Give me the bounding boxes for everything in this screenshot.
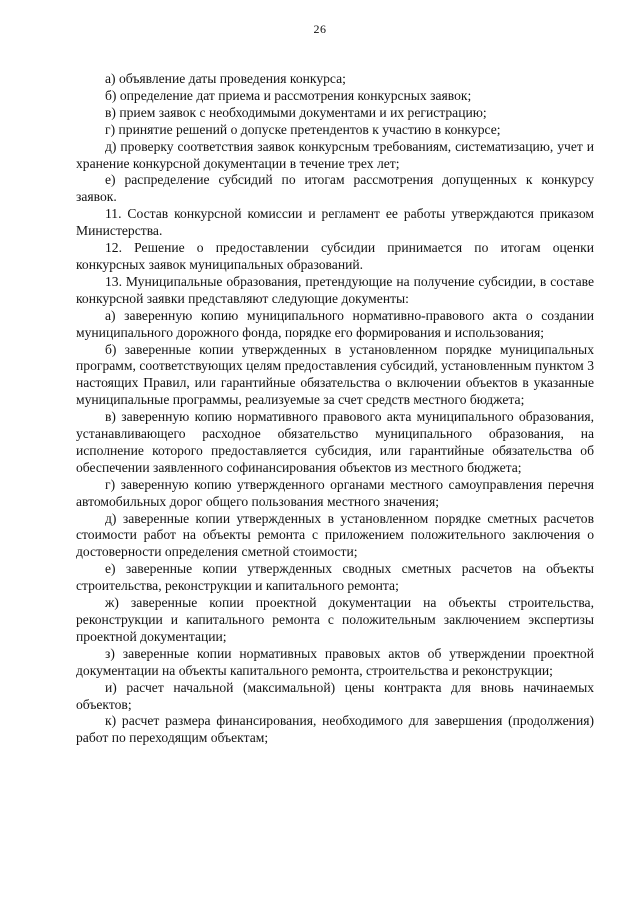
paragraph-item-b-1: б) определение дат приема и рассмотрения конкурсных заявок; [105,87,472,103]
paragraph-item-a-1: а) объявление даты проведения конкурса; [105,71,346,86]
paragraph-clause-11: 11. Состав конкурсной комиссии и регламент ее работы утверждаются приказом Министерства. [76,206,594,239]
paragraph-item-k: к) расчет размера финансирования, необходимого для завершения (продолжения) работ по переходящим объектам; [76,713,594,746]
paragraph-item-a-2: а) заверенную копию муниципального нормативно-правового акта о создании муниципального дорожного фонда, порядке его формирования и использования; [76,307,594,340]
paragraph-clause-13: 13. Муниципальные образования, претендующие на получение субсидии, в составе конкурсной заявки представляют следующие документы: [76,273,594,306]
paragraph-item-v-2: в) заверенную копию нормативного правового акта муниципального образования, устанавливающего расходное обязательство муниципального образования, на исполнение которого предоставляется субсидия, или гарантийные обязательства об обеспечении заявленного софинансирования объектов из местного бюджета; [76,409,594,475]
paragraph-item-g-2: г) заверенную копию утвержденного органами местного самоуправления перечня автомобильных дорог общего пользования местного значения; [76,476,594,509]
paragraph-item-z: з) заверенные копии нормативных правовых актов об утверждении проектной документации на объекты капитального ремонта, строительства и реконструкции; [76,645,594,678]
paragraph-item-d-1: д) проверку соответствия заявок конкурсным требованиям, систематизацию, учет и хранение конкурсной документации в течение трех лет; [76,138,594,171]
paragraph-item-e-2: е) заверенные копии утвержденных сводных сметных расчетов на объекты строительства, реконструкции и капитального ремонта; [76,561,594,594]
paragraph-item-b-2: б) заверенные копии утвержденных в установленном порядке муниципальных программ, соответствующих целям предоставления субсидий, установленным пунктом 3 настоящих Правил, или гарантийные обязательства о включении объектов в указанные муниципальные программы, реализуемые за счет средств местного бюджета; [76,341,594,408]
paragraph-item-zh: ж) заверенные копии проектной документации на объекты строительства, реконструкции и капитального ремонта с положительным заключением экспертизы проектной документации; [76,595,594,644]
paragraph-item-i: и) расчет начальной (максимальной) цены контракта для вновь начинаемых объектов; [76,679,594,712]
page-number: 26 [313,22,327,36]
paragraph-item-d-2: д) заверенные копии утвержденных в установленном порядке сметных расчетов стоимости работ на объекты ремонта с приложением положительного заключения о достоверности определения сметной стоимости; [76,510,594,560]
paragraph-item-g-1: г) принятие решений о допуске претендентов к участию в конкурсе; [105,121,501,137]
paragraph-item-e-1: е) распределение субсидий по итогам рассмотрения допущенных к конкурсу заявок. [76,172,594,205]
paragraph-clause-12: 12. Решение о предоставлении субсидии принимается по итогам оценки конкурсных заявок муниципальных образований. [76,240,594,272]
document-body [76,71,594,747]
paragraph-item-v-1: в) прием заявок с необходимыми документами и их регистрацию; [105,104,487,120]
